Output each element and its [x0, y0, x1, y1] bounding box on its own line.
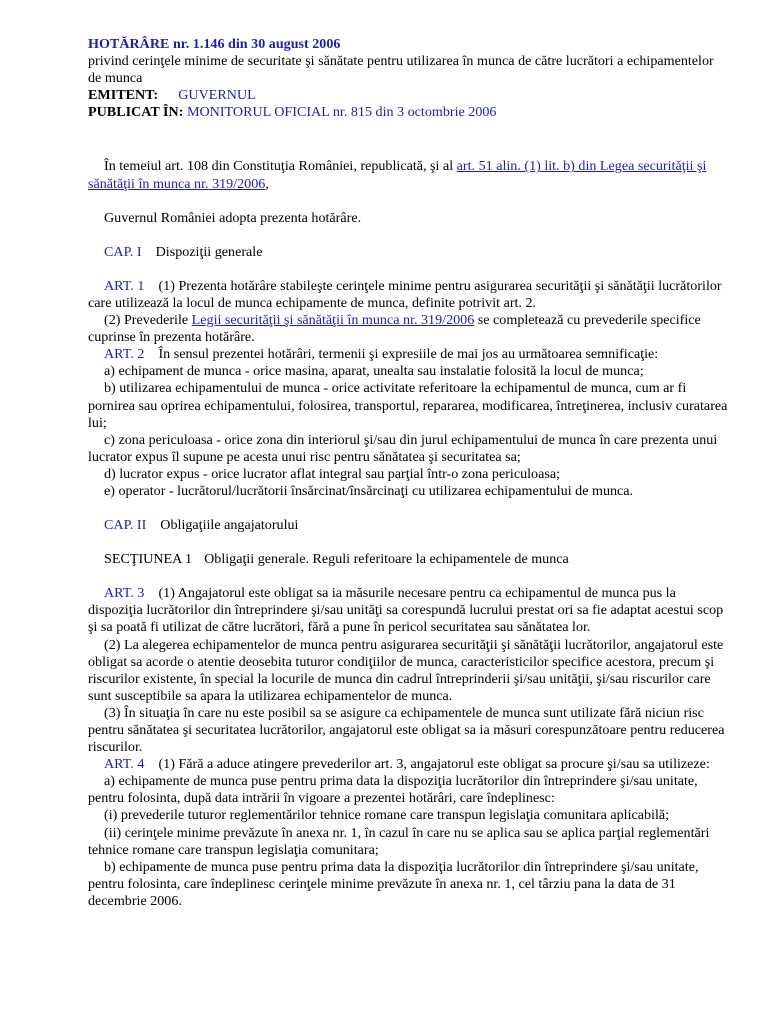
art-2-item: c) zona periculoasa - orice zona din interiorul şi/sau din jurul echipamentului de munca în care prezenta unui lucrator expus îl supune pe acesta unui risc pentru sănătatea şi securitatea sa;: [88, 431, 718, 465]
art-4-item: a) echipamente de munca puse pentru prima data la dispoziţia lucrătorilor din întreprindere şi/sau unitate, pentru folosinta, după data intrării în vigoare a prezentei hotărâri, care îndeplinesc:: [88, 773, 698, 807]
chapter-1-heading: [88, 244, 728, 261]
art-4-item: (i) prevederile tuturor reglementărilor tehnice romane care transpun legislaţia comunitara aplicabilă;: [104, 807, 670, 824]
emitent-value: GUVERNUL: [178, 87, 256, 104]
art-3-p2: (2) La alegerea echipamentelor de munca pentru asigurarea securităţii şi sănătăţii lucrătorilor, angajatorul este obligat sa acorde o atentie deosebita tuturor condiţiilor de munca, caracteristicilor specifice acestora, precum şi riscurilor existente, în special la locurile de munca din cadrul întreprinderii şi/sau unităţii, şi/sau riscurilor care sunt susceptibile sa apara la utilizarea echipamentelor de munca.: [88, 636, 724, 704]
art-2-item: a) echipament de munca - orice masina, aparat, unealta sau instalatie folosită la locul de munca;: [104, 363, 644, 380]
chapter-2-title: Obligaţiile angajatorului: [160, 517, 299, 534]
section-1-title: Obligaţii generale. Reguli referitoare la echipamentele de munca: [204, 551, 569, 568]
law-319-article-link[interactable]: art. 51 alin. (1) lit. b) din Legea securităţii şi sănătăţii în munca nr. 319/2006: [88, 158, 707, 192]
adoption-statement: Guvernul României adopta prezenta hotărâre.: [104, 209, 362, 226]
art-3-p1: [88, 585, 728, 636]
art-1-p2-before: (2) Prevederile: [104, 312, 192, 329]
publicat-value: MONITORUL OFICIAL nr. 815 din 3 octombrie 2006: [186, 104, 497, 121]
chapter-1-label: CAP. I: [104, 243, 142, 260]
act-subtitle: privind cerinţele minime de securitate şi sănătate pentru utilizarea în munca de către lucrători a echipamentelor de munca: [88, 53, 714, 87]
art-2-item: d) lucrator expus - orice lucrator aflat integral sau parţial într-o zona periculoasa;: [104, 465, 560, 482]
emitent-label: EMITENT:: [88, 87, 159, 104]
art-2-item: e) operator - lucrătorul/lucrătorii însărcinat/însărcinaţi cu utilizarea echipamentului de munca.: [104, 482, 634, 499]
law-319-link[interactable]: Legii securităţii şi sănătăţii în munca nr. 319/2006: [191, 312, 475, 329]
preamble: [88, 158, 728, 192]
art-2-item: b) utilizarea echipamentului de munca - orice activitate referitoare la echipamentul de munca, cum ar fi pornirea sau oprirea echipamentului, folosirea, transportul, repararea, modificarea, întreţinerea, inclusiv curatarea lui;: [88, 380, 728, 431]
publicat-label: PUBLICAT ÎN:: [88, 104, 184, 121]
document-header: [88, 36, 728, 121]
art-2-text: În sensul prezentei hotărâri, termenii şi expresiile de mai jos au următoarea semnificaţie:: [158, 346, 659, 363]
chapter-2-heading: [88, 517, 728, 534]
act-title: HOTĂRÂRE nr. 1.146 din 30 august 2006: [88, 36, 341, 52]
art-3-text: (1) Angajatorul este obligat sa ia măsurile necesare pentru ca echipamentul de munca pus la dispoziţia lucrătorilor din întreprindere şi/sau unităţi sa corespundă lucrului prestat ori sa fie adaptat acestui scop şi sa poată fi utilizat de către lucrători, fără a pune în pericol securitatea sau sănătatea lor.: [88, 585, 724, 636]
art-2-label: ART. 2: [104, 346, 145, 363]
art-1-text: (1) Prezenta hotărâre stabileşte cerinţele minime pentru asigurarea securităţii şi sănătăţii lucrătorilor care utilizează la locul de munca echipamente de munca, definite potrivit art. 2.: [88, 277, 722, 311]
art-4-text: (1) Fără a aduce atingere prevederilor art. 3, angajatorul este obligat sa procure şi/sau sa utilizeze:: [158, 756, 710, 773]
art-3-label: ART. 3: [104, 585, 145, 602]
art-1-p1: [88, 278, 728, 312]
art-2-intro: [88, 346, 728, 363]
chapter-2-label: CAP. II: [104, 517, 147, 534]
document-page: [88, 36, 728, 910]
art-4-p1: [88, 756, 728, 773]
art-1-p2-after: se completează cu prevederile specifice cuprinse în prezenta hotărâre.: [88, 312, 701, 346]
preamble-text: În temeiul art. 108 din Constituţia României, republicată, şi al: [104, 158, 457, 175]
art-1-label: ART. 1: [104, 277, 145, 294]
section-1-heading: [88, 551, 728, 568]
art-1-p2: [88, 312, 728, 346]
art-4-item: b) echipamente de munca puse pentru prima data la dispoziţia lucrătorilor din întreprindere şi/sau unitate, pentru folosinta, care îndeplinesc cerinţele minime prevăzute în anexa nr. 1, cel târziu pana la data de 31 decembrie 2006.: [88, 858, 699, 909]
art-4-label: ART. 4: [104, 756, 145, 773]
preamble-end: ,: [265, 175, 269, 192]
chapter-1-title: Dispoziţii generale: [155, 243, 263, 260]
publicat-line: [88, 104, 728, 121]
emitent-line: [88, 87, 728, 104]
art-3-p3: (3) În situaţia în care nu este posibil sa se asigure ca echipamentele de munca sunt utilizate fără niciun risc pentru sănătatea şi securitatea lucrătorilor, angajatorul este obligat sa ia măsuri corespunzătoare pentru reducerea riscurilor.: [88, 704, 725, 756]
art-4-item: (ii) cerinţele minime prevăzute în anexa nr. 1, în cazul în care nu se aplica sau se aplica parţial reglementări tehnice romane care transpun legislaţia comunitara;: [88, 824, 710, 858]
section-1-label: SECŢIUNEA 1: [104, 551, 193, 568]
